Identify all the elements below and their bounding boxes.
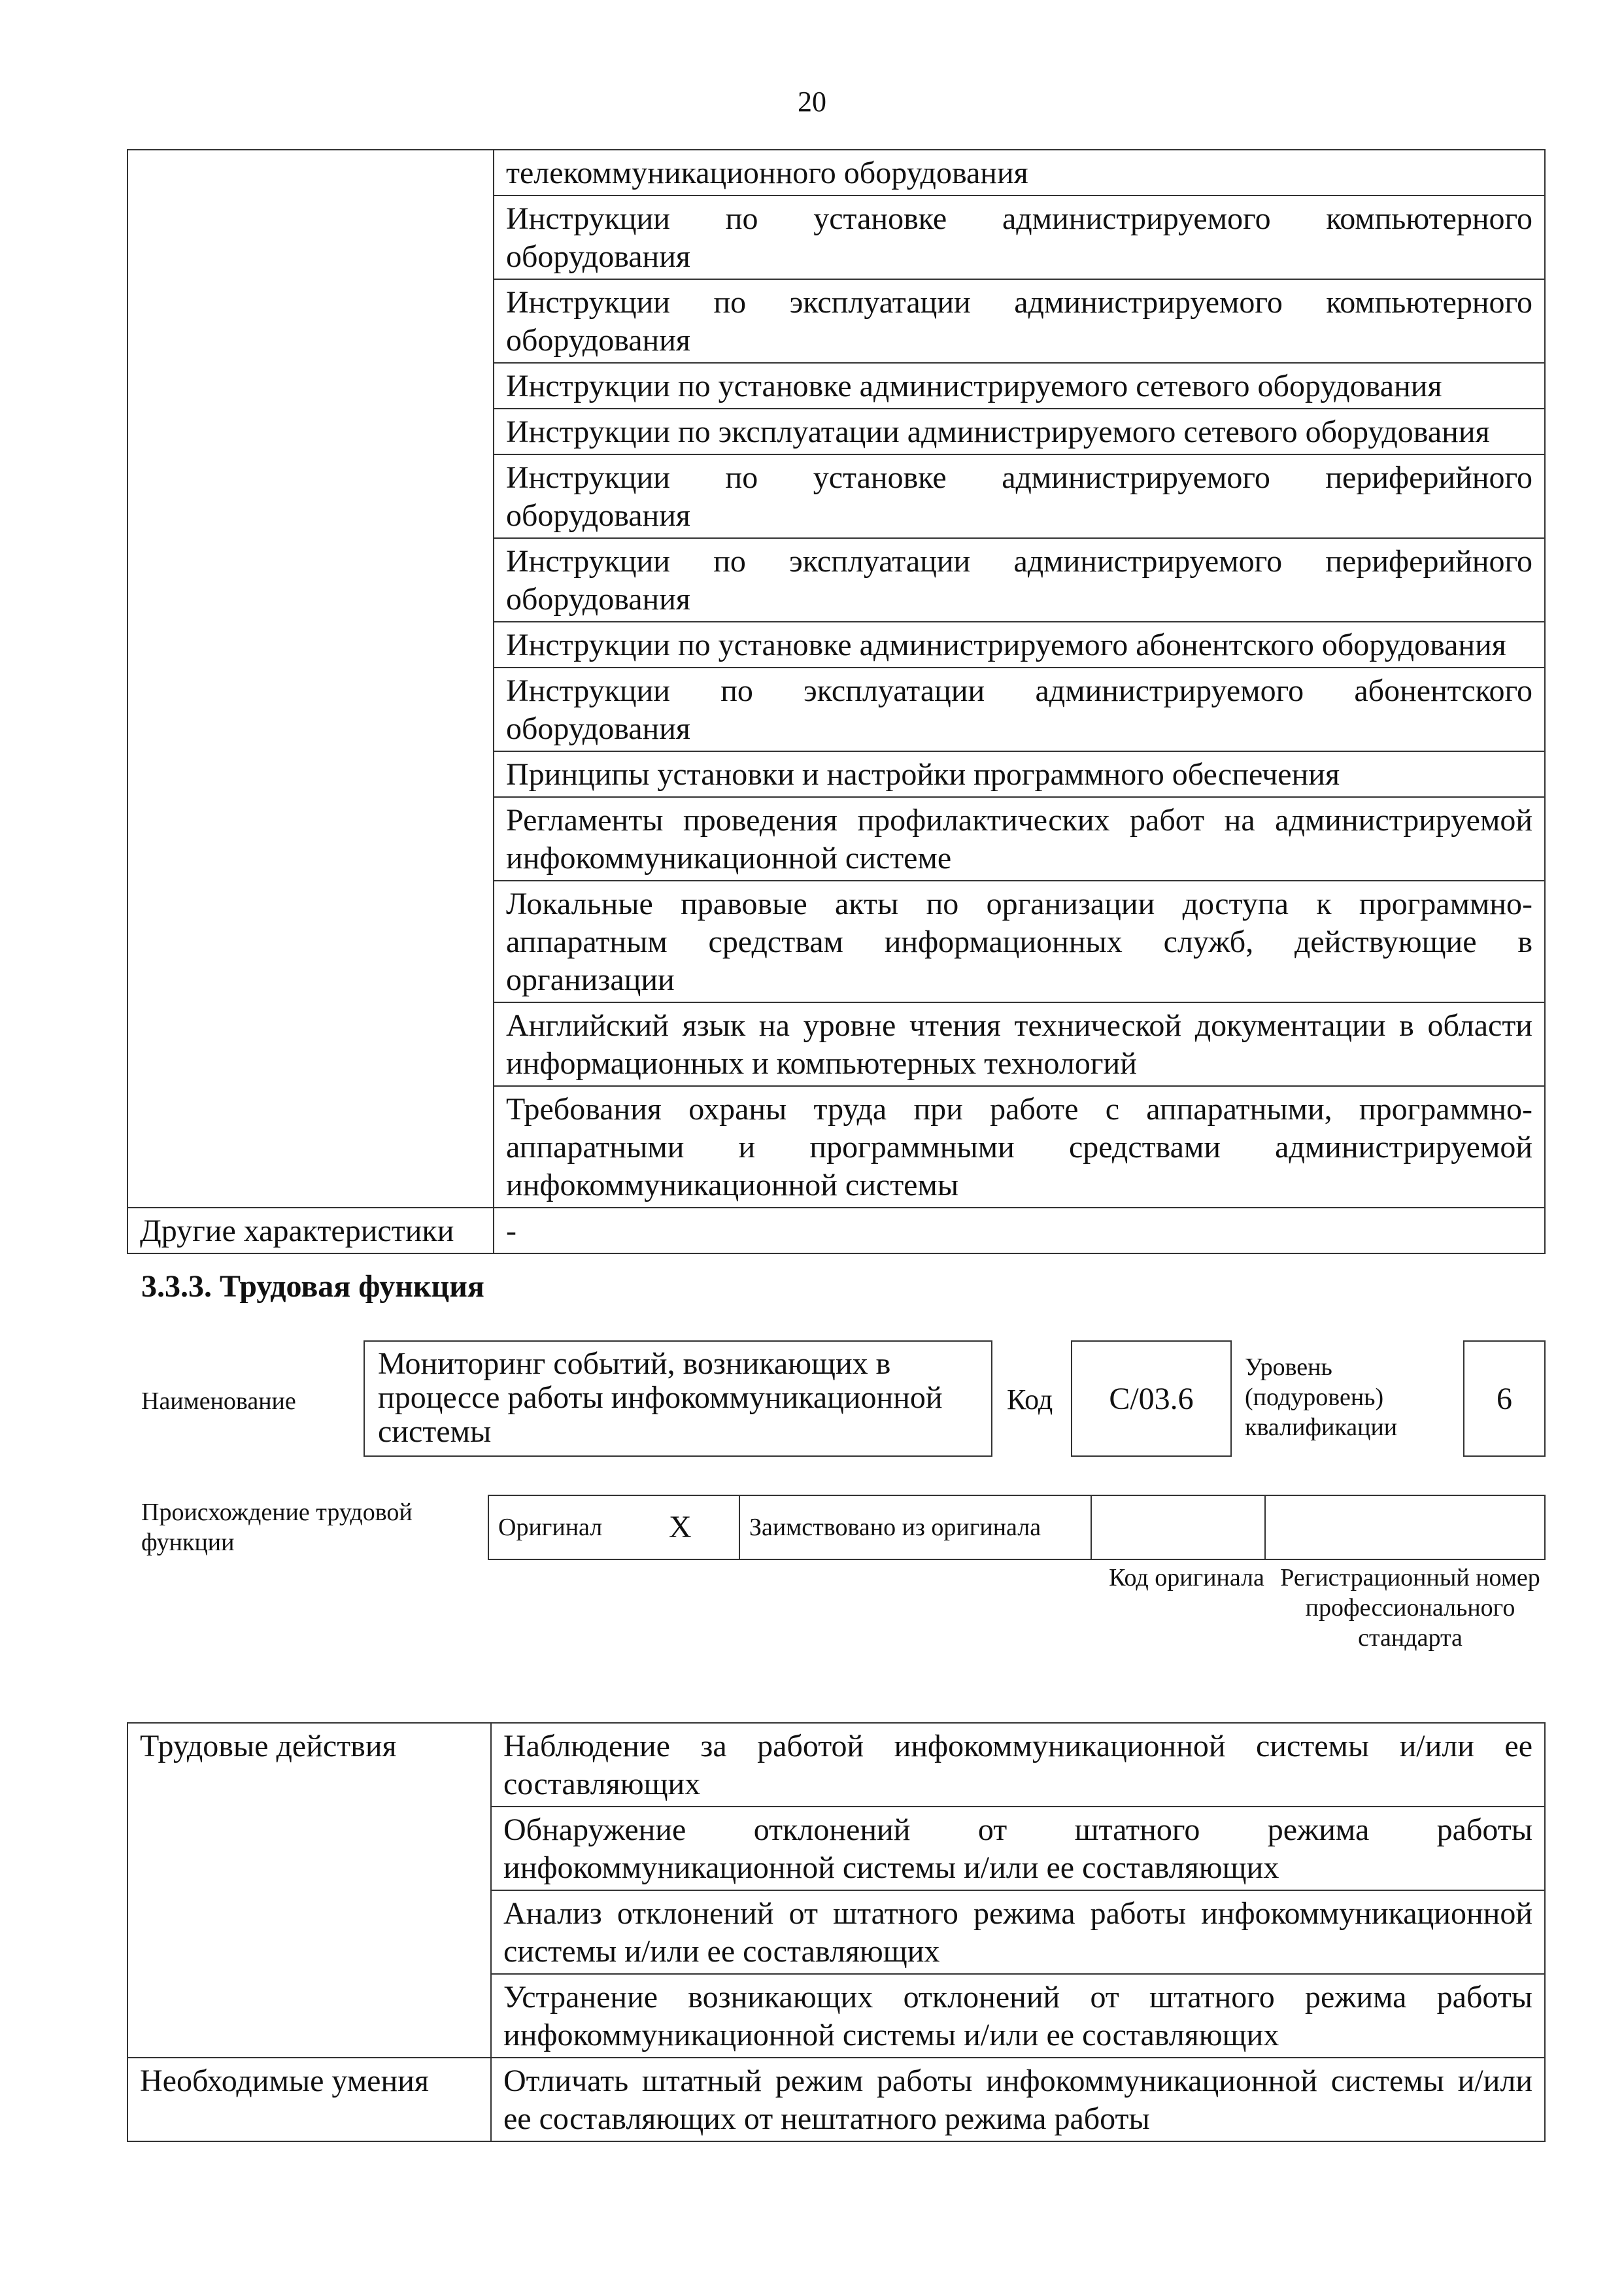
name-label: Наименование (141, 1387, 296, 1415)
table-cell (494, 196, 1545, 279)
knowledge-item: Регламенты проведения профилактических работ на администрируемой инфокоммуникационной системе (506, 803, 1532, 876)
origin-label: Происхождение трудовой функции (141, 1499, 413, 1556)
table-cell (494, 150, 1545, 196)
knowledge-item: Принципы установки и настройки программного обеспечения (506, 757, 1340, 792)
knowledge-item: Инструкции по установке администрируемого сетевого оборудования (506, 369, 1442, 403)
knowledge-item: Инструкции по эксплуатации администрируемого компьютерного оборудования (506, 285, 1532, 358)
original-mark: X (669, 1510, 692, 1544)
table-cell (494, 1002, 1545, 1086)
table-cell (491, 1974, 1545, 2058)
table-cell (494, 363, 1545, 409)
table-cell (491, 1890, 1545, 1974)
other-characteristics-label: Другие характеристики (127, 1208, 494, 1253)
function-name-box: Мониторинг событий, возникающих в процессе работы инфокоммуникационной системы (364, 1340, 992, 1457)
table-cell (494, 409, 1545, 454)
code-value-box: C/03.6 (1071, 1340, 1232, 1457)
action-item: Устранение возникающих отклонений от штатного режима работы инфокоммуникационной системы и/или ее составляющих (503, 1980, 1532, 2052)
other-characteristics-value: - (506, 1214, 516, 1248)
table-row (488, 1495, 1545, 1559)
knowledge-item: Инструкции по установке администрируемого периферийного оборудования (506, 460, 1532, 533)
table-cell (491, 2058, 1545, 2141)
original-code-cell (1091, 1495, 1265, 1559)
knowledge-item: Инструкции по эксплуатации администрируемого сетевого оборудования (506, 415, 1490, 449)
origin-table (488, 1495, 1546, 1560)
action-item: Наблюдение за работой инфокоммуникационной системы и/или ее составляющих (503, 1729, 1532, 1801)
borrowed-label-cell (739, 1495, 1091, 1559)
knowledge-table (127, 149, 1546, 1254)
table-cell (494, 751, 1545, 797)
knowledge-item: Инструкции по установке администрируемого абонентского оборудования (506, 628, 1506, 662)
knowledge-item: Инструкции по эксплуатации администрируемого абонентского оборудования (506, 673, 1532, 746)
actions-label: Трудовые действия (127, 1723, 491, 2058)
empty-label-cell (127, 150, 494, 1208)
table-cell (494, 538, 1545, 622)
action-item: Анализ отклонений от штатного режима работы инфокоммуникационной системы и/или ее составляющих (503, 1896, 1532, 1969)
table-row (127, 1208, 1545, 1253)
level-label: Уровень (подуровень) квалификации (1245, 1353, 1398, 1441)
table-cell (494, 454, 1545, 538)
caption-registration-number: Регистрационный номер профессионального стандарта (1280, 1564, 1540, 1652)
page-number: 20 (798, 86, 826, 118)
table-row (127, 2058, 1545, 2141)
skill-item: Отличать штатный режим работы инфокоммуникационной системы и/или ее составляющих от нештатного режима работы (503, 2064, 1532, 2136)
knowledge-item: Локальные правовые акты по организации доступа к программно-аппаратным средствам информационных служб, действующие в организации (506, 887, 1532, 997)
level-value-box: 6 (1463, 1340, 1546, 1457)
knowledge-item: Инструкции по установке администрируемого компьютерного оборудования (506, 201, 1532, 274)
original-label: Оригинал (498, 1514, 603, 1541)
skills-label: Необходимые умения (127, 2058, 491, 2141)
table-cell (491, 1723, 1545, 1807)
registration-number-cell (1265, 1495, 1545, 1559)
table-cell (494, 881, 1545, 1002)
caption-original-code: Код оригинала (1109, 1564, 1264, 1591)
knowledge-item: телекоммуникационного оборудования (506, 156, 1028, 190)
borrowed-label: Заимствовано из оригинала (749, 1514, 1041, 1541)
table-cell (494, 622, 1545, 668)
original-mark-cell (660, 1495, 739, 1559)
code-label: Код (1007, 1384, 1053, 1416)
knowledge-item: Английский язык на уровне чтения технической документации в области информационных и компьютерных технологий (506, 1008, 1532, 1081)
original-label-cell (488, 1495, 660, 1559)
table-cell (494, 279, 1545, 363)
knowledge-item: Инструкции по эксплуатации администрируемого периферийного оборудования (506, 544, 1532, 617)
table-cell (491, 1807, 1545, 1890)
table-row (127, 1723, 1545, 1807)
table-cell (494, 1086, 1545, 1208)
table-cell (494, 668, 1545, 751)
table-row (127, 150, 1545, 196)
knowledge-item: Требования охраны труда при работе с аппаратными, программно-аппаратными и программными средствами администрируемой инфокоммуникационной системы (506, 1092, 1532, 1202)
action-item: Обнаружение отклонений от штатного режима работы инфокоммуникационной системы и/или ее составляющих (503, 1812, 1532, 1885)
section-heading: 3.3.3. Трудовая функция (141, 1269, 484, 1304)
table-cell (494, 1208, 1545, 1253)
work-actions-table (127, 1722, 1546, 2142)
table-cell (494, 797, 1545, 881)
